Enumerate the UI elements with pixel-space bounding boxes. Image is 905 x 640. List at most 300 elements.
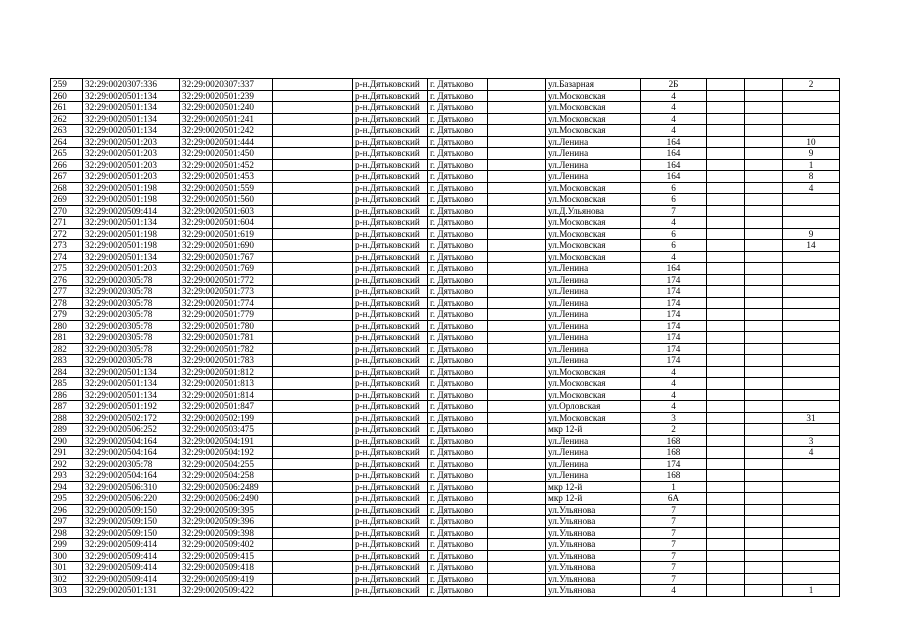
table-cell xyxy=(707,481,745,493)
table-cell xyxy=(745,240,783,252)
table-cell: р-н.Дятьковский xyxy=(353,355,428,367)
table-cell: 10 xyxy=(783,136,840,148)
table-cell: 32:29:0020501:453 xyxy=(180,171,273,183)
table-cell xyxy=(488,573,546,585)
table-cell xyxy=(488,470,546,482)
table-cell: ул.Ленина xyxy=(546,458,641,470)
table-cell: ул.Московская xyxy=(546,366,641,378)
table-cell xyxy=(488,550,546,562)
table-cell: 32:29:0020504:258 xyxy=(180,470,273,482)
table-row xyxy=(51,228,840,240)
document-sheet xyxy=(50,78,840,597)
table-row xyxy=(51,79,840,91)
table-cell xyxy=(745,113,783,125)
table-cell: 4 xyxy=(641,113,707,125)
table-cell: ул.Московская xyxy=(546,194,641,206)
table-cell: 32:29:0020509:150 xyxy=(83,516,180,528)
table-cell: г. Дятьково xyxy=(428,481,488,493)
table-cell: г. Дятьково xyxy=(428,274,488,286)
table-cell: 7 xyxy=(641,504,707,516)
table-cell: 7 xyxy=(641,562,707,574)
table-cell xyxy=(783,378,840,390)
table-cell: г. Дятьково xyxy=(428,125,488,137)
table-cell: 32:29:0020501:198 xyxy=(83,228,180,240)
table-cell: 32:29:0020501:619 xyxy=(180,228,273,240)
table-cell: 168 xyxy=(641,435,707,447)
table-cell: 32:29:0020504:164 xyxy=(83,447,180,459)
table-cell: 168 xyxy=(641,470,707,482)
table-cell: 32:29:0020501:780 xyxy=(180,320,273,332)
table-cell: 32:29:0020501:773 xyxy=(180,286,273,298)
table-cell: р-н.Дятьковский xyxy=(353,136,428,148)
table-cell: 263 xyxy=(51,125,83,137)
table-cell xyxy=(707,194,745,206)
table-cell: 32:29:0020501:783 xyxy=(180,355,273,367)
table-cell xyxy=(488,205,546,217)
table-row xyxy=(51,205,840,217)
table-cell xyxy=(707,493,745,505)
table-cell: 299 xyxy=(51,539,83,551)
table-cell xyxy=(273,136,353,148)
table-cell: ул.Орловская xyxy=(546,401,641,413)
table-cell: р-н.Дятьковский xyxy=(353,412,428,424)
table-cell xyxy=(783,562,840,574)
table-cell: р-н.Дятьковский xyxy=(353,286,428,298)
table-cell: 32:29:0020509:419 xyxy=(180,573,273,585)
table-cell xyxy=(488,263,546,275)
table-cell xyxy=(745,343,783,355)
table-cell xyxy=(273,240,353,252)
table-cell: 32:29:0020501:779 xyxy=(180,309,273,321)
table-cell xyxy=(488,228,546,240)
table-cell xyxy=(273,113,353,125)
table-row xyxy=(51,435,840,447)
table-cell xyxy=(488,527,546,539)
table-cell: 298 xyxy=(51,527,83,539)
table-cell xyxy=(707,366,745,378)
table-cell: 32:29:0020501:134 xyxy=(83,102,180,114)
table-cell xyxy=(745,447,783,459)
table-cell: 174 xyxy=(641,309,707,321)
table-cell: 32:29:0020501:240 xyxy=(180,102,273,114)
table-cell: 174 xyxy=(641,458,707,470)
table-cell: г. Дятьково xyxy=(428,401,488,413)
table-cell xyxy=(488,447,546,459)
table-cell: ул.Ленина xyxy=(546,332,641,344)
table-cell xyxy=(783,125,840,137)
table-cell: 32:29:0020501:134 xyxy=(83,389,180,401)
table-cell: мкр 12-й xyxy=(546,424,641,436)
table-cell: ул.Московская xyxy=(546,217,641,229)
table-cell: 9 xyxy=(783,228,840,240)
table-cell: 300 xyxy=(51,550,83,562)
table-cell xyxy=(273,435,353,447)
table-cell: мкр 12-й xyxy=(546,481,641,493)
table-cell xyxy=(783,389,840,401)
table-cell xyxy=(783,194,840,206)
table-cell xyxy=(707,332,745,344)
table-cell: ул.Московская xyxy=(546,251,641,263)
table-cell: 32:29:0020305:78 xyxy=(83,297,180,309)
table-cell: 3 xyxy=(783,435,840,447)
table-cell: ул.Д.Ульянова xyxy=(546,205,641,217)
table-cell: р-н.Дятьковский xyxy=(353,102,428,114)
table-cell xyxy=(707,217,745,229)
table-cell: 32:29:0020305:78 xyxy=(83,309,180,321)
table-cell: г. Дятьково xyxy=(428,286,488,298)
table-cell: 7 xyxy=(641,516,707,528)
table-cell xyxy=(488,194,546,206)
table-cell xyxy=(707,113,745,125)
table-cell: 296 xyxy=(51,504,83,516)
table-cell: г. Дятьково xyxy=(428,217,488,229)
table-cell xyxy=(745,159,783,171)
table-cell xyxy=(273,228,353,240)
table-cell xyxy=(745,125,783,137)
table-cell xyxy=(273,148,353,160)
table-cell: 32:29:0020509:414 xyxy=(83,550,180,562)
table-cell: р-н.Дятьковский xyxy=(353,194,428,206)
table-cell xyxy=(745,286,783,298)
table-cell: мкр 12-й xyxy=(546,493,641,505)
table-cell xyxy=(783,332,840,344)
table-cell: 32:29:0020305:78 xyxy=(83,286,180,298)
table-cell xyxy=(488,102,546,114)
table-cell xyxy=(783,263,840,275)
table-cell: ул.Ульянова xyxy=(546,527,641,539)
table-cell: 3 xyxy=(641,412,707,424)
table-cell xyxy=(783,90,840,102)
table-cell: 283 xyxy=(51,355,83,367)
table-cell: р-н.Дятьковский xyxy=(353,320,428,332)
table-cell: ул.Ленина xyxy=(546,136,641,148)
table-row xyxy=(51,194,840,206)
table-cell xyxy=(707,539,745,551)
table-cell: ул.Московская xyxy=(546,240,641,252)
table-cell: 32:29:0020509:398 xyxy=(180,527,273,539)
table-cell: 32:29:0020305:78 xyxy=(83,332,180,344)
table-cell xyxy=(745,332,783,344)
table-cell xyxy=(707,79,745,91)
table-row xyxy=(51,159,840,171)
table-cell xyxy=(273,286,353,298)
table-cell xyxy=(745,562,783,574)
table-cell: г. Дятьково xyxy=(428,309,488,321)
table-cell: г. Дятьково xyxy=(428,332,488,344)
table-cell: 6 xyxy=(641,194,707,206)
table-row xyxy=(51,401,840,413)
table-cell: 32:29:0020305:78 xyxy=(83,320,180,332)
table-cell xyxy=(783,573,840,585)
table-cell xyxy=(783,550,840,562)
table-cell xyxy=(745,309,783,321)
table-cell: г. Дятьково xyxy=(428,527,488,539)
table-cell xyxy=(273,309,353,321)
table-cell xyxy=(273,159,353,171)
table-cell: г. Дятьково xyxy=(428,504,488,516)
table-cell: 4 xyxy=(641,217,707,229)
table-cell: г. Дятьково xyxy=(428,573,488,585)
table-cell: 6А xyxy=(641,493,707,505)
table-cell: г. Дятьково xyxy=(428,366,488,378)
table-cell xyxy=(707,435,745,447)
table-cell: 279 xyxy=(51,309,83,321)
table-cell: 32:29:0020504:164 xyxy=(83,435,180,447)
table-cell xyxy=(273,217,353,229)
table-cell: 32:29:0020501:192 xyxy=(83,401,180,413)
table-cell: 32:29:0020501:452 xyxy=(180,159,273,171)
table-cell: 32:29:0020504:191 xyxy=(180,435,273,447)
table-cell xyxy=(707,401,745,413)
table-cell: 174 xyxy=(641,297,707,309)
table-cell: 261 xyxy=(51,102,83,114)
table-cell: 4 xyxy=(783,182,840,194)
table-cell xyxy=(273,378,353,390)
table-cell xyxy=(745,539,783,551)
table-cell: 269 xyxy=(51,194,83,206)
table-cell xyxy=(707,458,745,470)
table-cell: 32:29:0020509:402 xyxy=(180,539,273,551)
table-cell xyxy=(707,516,745,528)
table-cell: 32:29:0020501:769 xyxy=(180,263,273,275)
table-cell: р-н.Дятьковский xyxy=(353,90,428,102)
table-cell: 32:29:0020501:812 xyxy=(180,366,273,378)
table-cell xyxy=(488,493,546,505)
table-cell: 174 xyxy=(641,343,707,355)
table-cell xyxy=(488,79,546,91)
table-cell: 1 xyxy=(783,159,840,171)
table-cell: 164 xyxy=(641,171,707,183)
table-cell: г. Дятьково xyxy=(428,435,488,447)
table-cell xyxy=(273,251,353,263)
table-cell: 4 xyxy=(641,125,707,137)
table-cell: 288 xyxy=(51,412,83,424)
table-cell xyxy=(783,355,840,367)
table-cell xyxy=(273,412,353,424)
table-cell: 32:29:0020305:78 xyxy=(83,355,180,367)
table-cell: г. Дятьково xyxy=(428,355,488,367)
table-cell: ул.Ульянова xyxy=(546,504,641,516)
table-cell: г. Дятьково xyxy=(428,424,488,436)
table-row xyxy=(51,320,840,332)
table-cell: 4 xyxy=(641,366,707,378)
table-cell xyxy=(783,309,840,321)
table-cell xyxy=(745,263,783,275)
table-cell xyxy=(707,412,745,424)
table-cell xyxy=(745,274,783,286)
table-cell xyxy=(488,274,546,286)
table-cell xyxy=(783,481,840,493)
table-cell: 4 xyxy=(641,401,707,413)
table-cell: ул.Ленина xyxy=(546,263,641,275)
table-cell: 174 xyxy=(641,332,707,344)
table-cell xyxy=(488,286,546,298)
table-cell: г. Дятьково xyxy=(428,447,488,459)
table-cell xyxy=(273,274,353,286)
table-cell xyxy=(273,493,353,505)
table-cell: 164 xyxy=(641,136,707,148)
table-row xyxy=(51,562,840,574)
table-cell: г. Дятьково xyxy=(428,539,488,551)
table-cell xyxy=(707,205,745,217)
table-row xyxy=(51,263,840,275)
table-cell xyxy=(745,389,783,401)
table-cell xyxy=(707,240,745,252)
table-cell xyxy=(273,516,353,528)
table-cell: р-н.Дятьковский xyxy=(353,263,428,275)
table-cell xyxy=(707,125,745,137)
table-cell: 32:29:0020501:814 xyxy=(180,389,273,401)
table-cell: 32:29:0020509:396 xyxy=(180,516,273,528)
table-cell: г. Дятьково xyxy=(428,389,488,401)
table-cell: 32:29:0020502:172 xyxy=(83,412,180,424)
table-cell: р-н.Дятьковский xyxy=(353,217,428,229)
table-cell: 32:29:0020501:203 xyxy=(83,159,180,171)
table-cell xyxy=(273,182,353,194)
table-cell xyxy=(745,102,783,114)
table-cell: 32:29:0020501:203 xyxy=(83,171,180,183)
table-cell: 285 xyxy=(51,378,83,390)
table-cell: р-н.Дятьковский xyxy=(353,159,428,171)
table-cell xyxy=(783,401,840,413)
table-cell: р-н.Дятьковский xyxy=(353,309,428,321)
table-cell: ул.Ленина xyxy=(546,171,641,183)
table-cell: 31 xyxy=(783,412,840,424)
table-row xyxy=(51,458,840,470)
table-cell: р-н.Дятьковский xyxy=(353,573,428,585)
table-cell: 32:29:0020501:450 xyxy=(180,148,273,160)
table-cell xyxy=(488,159,546,171)
table-cell: 8 xyxy=(783,171,840,183)
table-cell: 9 xyxy=(783,148,840,160)
table-cell xyxy=(273,343,353,355)
table-cell: г. Дятьково xyxy=(428,251,488,263)
table-cell xyxy=(488,412,546,424)
table-row xyxy=(51,309,840,321)
table-cell xyxy=(783,102,840,114)
table-cell xyxy=(488,435,546,447)
table-cell xyxy=(273,458,353,470)
table-cell xyxy=(488,125,546,137)
table-cell xyxy=(707,343,745,355)
table-row xyxy=(51,378,840,390)
table-cell: р-н.Дятьковский xyxy=(353,251,428,263)
table-cell: 32:29:0020502:199 xyxy=(180,412,273,424)
table-cell xyxy=(273,527,353,539)
table-cell: г. Дятьково xyxy=(428,171,488,183)
table-cell: 273 xyxy=(51,240,83,252)
table-cell: 6 xyxy=(641,228,707,240)
table-cell: ул.Ленина xyxy=(546,159,641,171)
table-cell: р-н.Дятьковский xyxy=(353,481,428,493)
table-cell xyxy=(488,309,546,321)
table-cell: 32:29:0020509:422 xyxy=(180,585,273,597)
table-cell xyxy=(783,424,840,436)
table-cell: 32:29:0020501:560 xyxy=(180,194,273,206)
table-cell xyxy=(273,102,353,114)
table-cell xyxy=(783,366,840,378)
table-row xyxy=(51,274,840,286)
table-cell: р-н.Дятьковский xyxy=(353,171,428,183)
table-cell xyxy=(707,320,745,332)
table-cell xyxy=(488,251,546,263)
table-cell: 32:29:0020501:134 xyxy=(83,125,180,137)
table-cell xyxy=(745,148,783,160)
table-row xyxy=(51,504,840,516)
table-cell: ул.Московская xyxy=(546,113,641,125)
table-cell xyxy=(707,309,745,321)
table-cell: 295 xyxy=(51,493,83,505)
table-row xyxy=(51,240,840,252)
table-cell: ул.Ульянова xyxy=(546,539,641,551)
table-cell: 281 xyxy=(51,332,83,344)
table-cell: 264 xyxy=(51,136,83,148)
table-cell: 7 xyxy=(641,573,707,585)
table-cell xyxy=(488,240,546,252)
table-row xyxy=(51,136,840,148)
table-cell: ул.Ленина xyxy=(546,343,641,355)
table-cell xyxy=(488,136,546,148)
table-cell: 32:29:0020501:241 xyxy=(180,113,273,125)
table-row xyxy=(51,286,840,298)
table-cell: 32:29:0020501:847 xyxy=(180,401,273,413)
table-cell: р-н.Дятьковский xyxy=(353,240,428,252)
table-cell xyxy=(273,79,353,91)
table-cell: г. Дятьково xyxy=(428,412,488,424)
table-row xyxy=(51,424,840,436)
table-cell: 2 xyxy=(641,424,707,436)
table-cell: 32:29:0020509:150 xyxy=(83,527,180,539)
table-cell xyxy=(273,171,353,183)
table-cell: г. Дятьково xyxy=(428,516,488,528)
table-cell: 293 xyxy=(51,470,83,482)
table-cell: ул.Ульянова xyxy=(546,585,641,597)
table-cell xyxy=(707,148,745,160)
table-cell: г. Дятьково xyxy=(428,297,488,309)
table-cell: 32:29:0020307:337 xyxy=(180,79,273,91)
table-cell: р-н.Дятьковский xyxy=(353,401,428,413)
table-cell xyxy=(488,378,546,390)
table-cell: г. Дятьково xyxy=(428,378,488,390)
table-cell: 32:29:0020501:134 xyxy=(83,217,180,229)
table-cell xyxy=(488,343,546,355)
table-cell: 32:29:0020501:772 xyxy=(180,274,273,286)
table-cell: ул.Московская xyxy=(546,125,641,137)
table-cell xyxy=(273,562,353,574)
table-cell xyxy=(745,228,783,240)
table-row xyxy=(51,102,840,114)
table-cell: ул.Ленина xyxy=(546,309,641,321)
table-cell: ул.Ленина xyxy=(546,355,641,367)
table-cell xyxy=(273,205,353,217)
table-cell: 290 xyxy=(51,435,83,447)
table-row xyxy=(51,125,840,137)
table-cell xyxy=(488,401,546,413)
table-cell: 32:29:0020307:336 xyxy=(83,79,180,91)
table-cell xyxy=(488,585,546,597)
table-row xyxy=(51,251,840,263)
table-cell: 32:29:0020501:690 xyxy=(180,240,273,252)
table-cell: г. Дятьково xyxy=(428,263,488,275)
table-cell: 168 xyxy=(641,447,707,459)
table-cell xyxy=(273,320,353,332)
table-row xyxy=(51,389,840,401)
table-cell xyxy=(783,539,840,551)
table-cell: 278 xyxy=(51,297,83,309)
table-cell: р-н.Дятьковский xyxy=(353,504,428,516)
table-cell: 32:29:0020501:131 xyxy=(83,585,180,597)
table-cell: 32:29:0020501:813 xyxy=(180,378,273,390)
